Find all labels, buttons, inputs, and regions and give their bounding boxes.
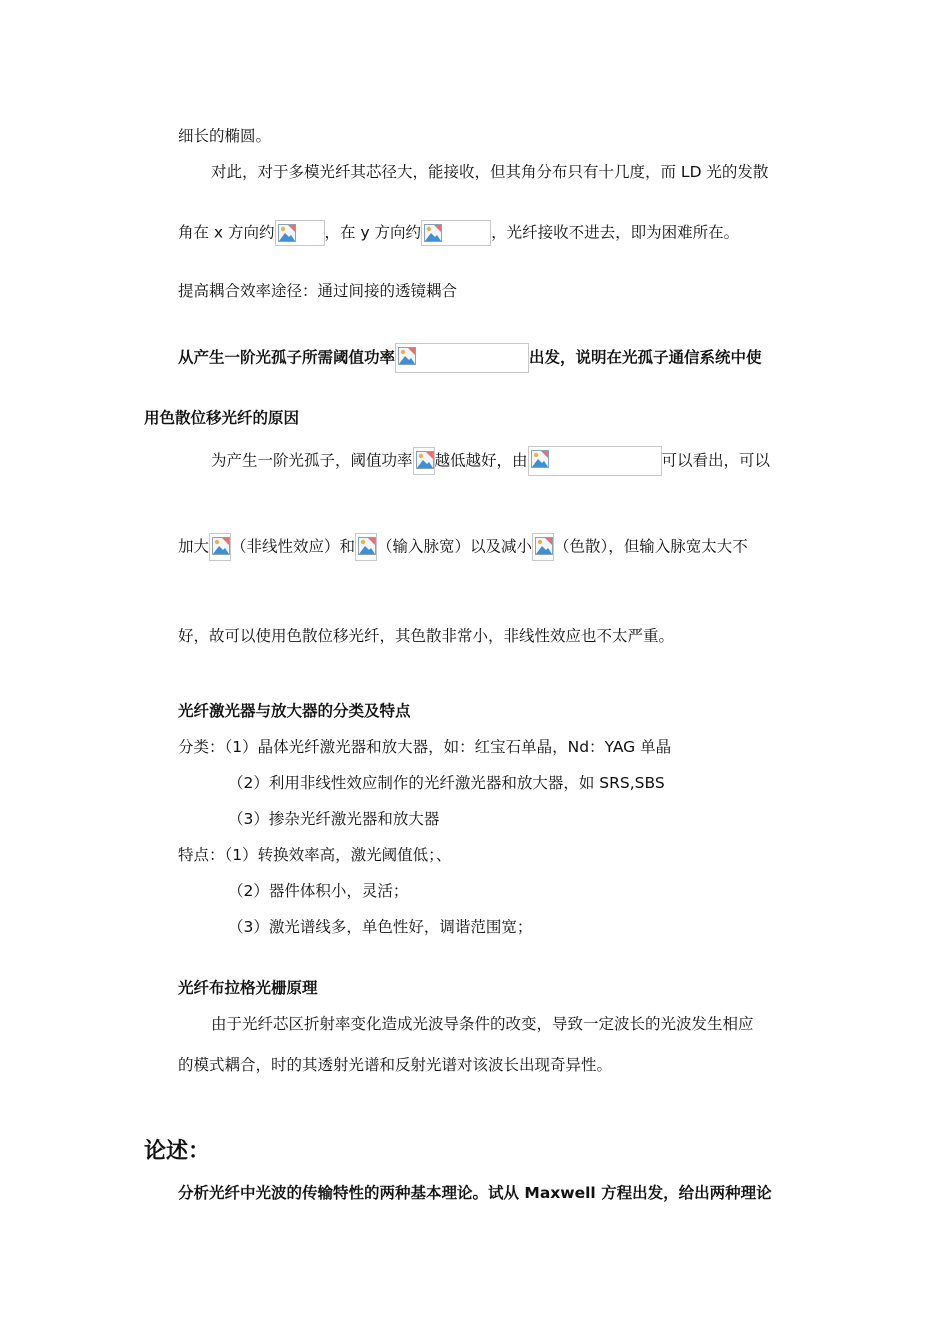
text: 出发，说明在光孤子通信系统中使: [529, 348, 762, 367]
text: 的模式耦合，时的其透射光谱和反射光谱对该波长出现奇异性。: [178, 1056, 613, 1074]
question-line: [178, 1183, 772, 1203]
broken-image-icon: [413, 447, 435, 475]
text: 分析光纤中光波的传输特性的两种基本理论。试从 Maxwell 方程出发，给出两种理论: [178, 1184, 772, 1202]
broken-image-icon: [421, 220, 491, 246]
list-item: [228, 917, 532, 937]
text: 由于光纤芯区折射率变化造成光波导条件的改变，导致一定波长的光波发生相应: [211, 1015, 754, 1033]
question-title: [178, 701, 411, 721]
question-line: [178, 343, 762, 373]
paragraph-line: [178, 533, 748, 561]
text: 用色散位移光纤的原因: [144, 409, 300, 427]
text: 好，故可以使用色散位移光纤，其色散非常小，非线性效应也不太严重。: [178, 627, 675, 645]
text: ，在 y 方向约: [324, 223, 422, 242]
list-label: 特点：: [178, 846, 225, 864]
text: （1）转换效率高，激光阈值低；、: [224, 846, 452, 864]
text: 为产生一阶光孤子，阈值功率: [211, 451, 413, 470]
text: 角在 x 方向约: [178, 223, 275, 242]
broken-image-icon: [528, 446, 662, 476]
question-line: [144, 408, 299, 428]
paragraph-line: [211, 446, 770, 476]
paragraph-line: [178, 281, 457, 301]
paragraph-line: [178, 220, 739, 246]
list-item: [178, 737, 671, 757]
text: 细长的椭圆。: [178, 127, 272, 145]
list-item: [228, 809, 439, 829]
text: 从产生一阶光孤子所需阈值功率: [178, 348, 396, 367]
list-item: [178, 845, 451, 865]
paragraph-line: [178, 1055, 612, 1075]
text: 加大: [178, 537, 210, 556]
text: （色散），但输入脉宽太大不: [554, 537, 748, 556]
section-heading: [144, 1138, 210, 1166]
list-label: 分类：: [178, 738, 225, 756]
paragraph-line: [211, 1014, 754, 1034]
broken-image-icon: [209, 533, 231, 561]
text: （1）晶体光纤激光器和放大器，如：红宝石单晶，Nd：YAG 单晶: [224, 738, 672, 756]
broken-image-icon: [275, 220, 325, 246]
text: 光纤激光器与放大器的分类及特点: [178, 702, 411, 720]
broken-image-icon: [355, 533, 377, 561]
text: 论述：: [144, 1139, 211, 1164]
paragraph-line: [178, 126, 271, 146]
text: （输入脉宽）以及减小: [377, 537, 533, 556]
paragraph-line: [178, 626, 674, 646]
list-item: [228, 881, 408, 901]
paragraph-line: [211, 162, 768, 182]
text: 可以看出，可以: [661, 451, 771, 470]
list-item: [228, 773, 665, 793]
text: ，光纤接收不进去，即为困难所在。: [491, 223, 740, 242]
text: （2）器件体积小，灵活；: [228, 882, 409, 900]
question-title: [178, 978, 318, 998]
text: （3）激光谱线多，单色性好，调谐范围宽；: [228, 918, 533, 936]
text: （非线性效应）和: [231, 537, 356, 556]
text: （2）利用非线性效应制作的光纤激光器和放大器，如 SRS,SBS: [228, 774, 665, 792]
broken-image-icon: [532, 533, 554, 561]
text: 越低越好，由: [434, 451, 528, 470]
text: （3）掺杂光纤激光器和放大器: [228, 810, 440, 828]
text: 对此，对于多模光纤其芯径大，能接收，但其角分布只有十几度，而 LD 光的发散: [211, 163, 769, 181]
text: 提高耦合效率途径：通过间接的透镜耦合: [178, 282, 458, 300]
broken-image-icon: [395, 343, 529, 373]
text: 光纤布拉格光栅原理: [178, 979, 318, 997]
